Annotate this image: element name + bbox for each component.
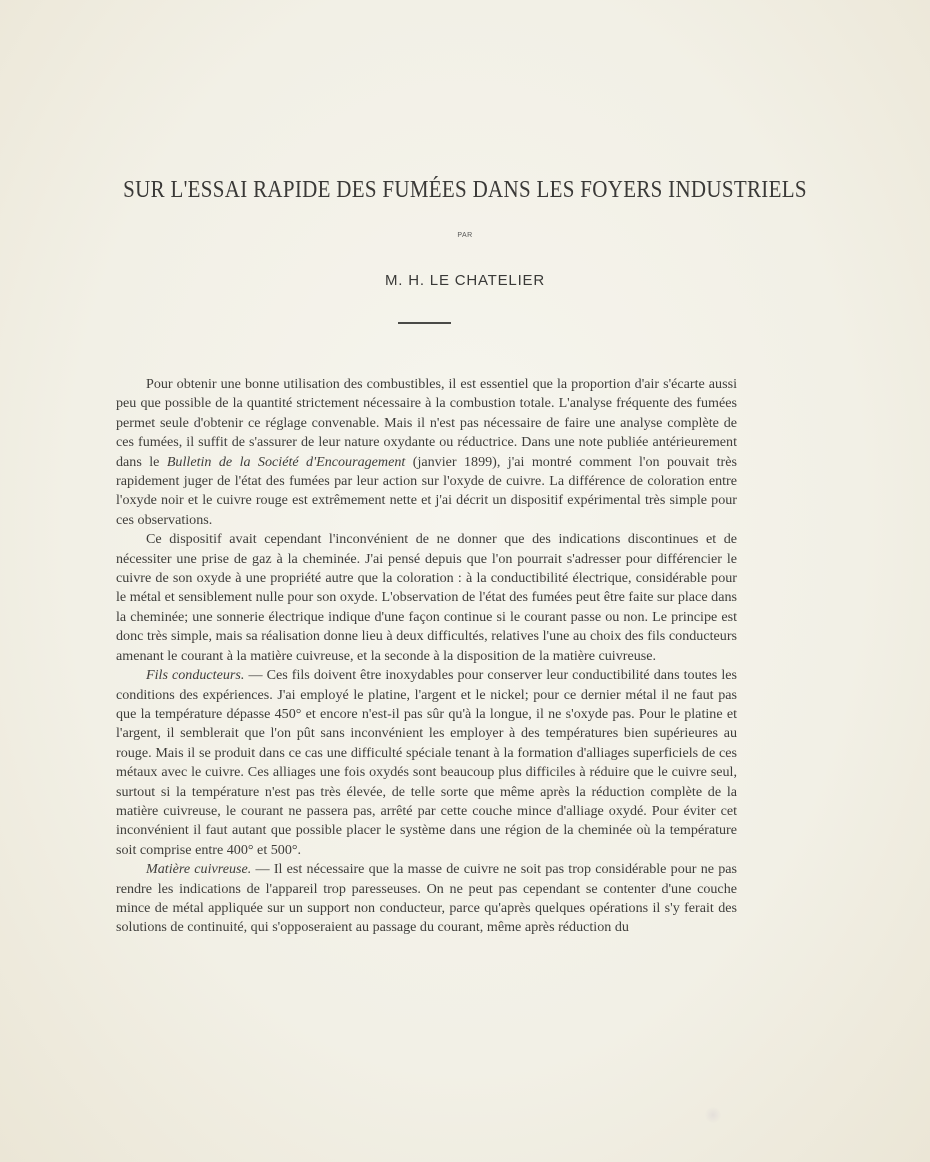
paragraph-text: — Il est nécessaire que la masse de cuivre ne soit pas trop considérable pour ne pas rendre les indications de l'appareil trop paresseuses. On ne peut pas cependant se contenter d'une couche mince de métal appliquée sur un support non conducteur, parce qu'après quelques opérations il s'y ferait des solutions de continuité, qui s'opposeraient au passage du courant, même après réduction du	[116, 861, 737, 936]
title-divider	[398, 322, 451, 324]
paragraph	[116, 666, 737, 860]
section-heading-matiere-cuivreuse: Matière cuivreuse.	[146, 861, 252, 878]
paper-smudge	[705, 1107, 721, 1123]
paragraph-text: Ce dispositif avait cependant l'inconvénient de ne donner que des indications discontinues et de nécessiter une prise de gaz à la cheminée. J'ai pensé depuis que l'on pourrait s'adresser pour différencier le cuivre de son oxyde à une propriété autre que la coloration : à la conductibilité électrique, considérable pour le métal et sensiblement nulle pour son oxyde. L'observation de l'état des fumées peut être faite sur place dans la cheminée; une sonnerie électrique indique d'une façon continue si le courant passe ou non. Le principe est donc très simple, mais sa réalisation donne lieu à deux difficultés, relatives l'une au choix des fils conducteurs amenant le courant à la matière cuivreuse, et la seconde à la disposition de la matière cuivreuse.	[116, 531, 737, 664]
paragraph-text: (janvier 1899), j'ai montré comment l'on pouvait très rapidement juger de l'état des fumées par leur action sur l'oxyde de cuivre. La différence de coloration entre l'oxyde noir et le cuivre rouge est extrêmement nette et j'ai décrit un dispositif expérimental très simple pour ces observations.	[116, 453, 737, 528]
byline-par: PAR	[457, 232, 473, 239]
article-title: SUR L'ESSAI RAPIDE DES FUMÉES DANS LES FOYERS INDUSTRIELS	[123, 175, 807, 203]
article-body	[116, 375, 737, 938]
paragraph-text: — Ces fils doivent être inoxydables pour conserver leur conductibilité dans toutes les conditions des expériences. J'ai employé le platine, l'argent et le nickel; pour ce dernier métal il ne faut pas que la température dépasse 450° et encore n'est-il pas sûr qu'à la longue, il ne s'oxyde pas. Pour le platine et l'argent, il semblerait que l'on pût sans inconvénient les employer à des températures bien supérieures au rouge. Mais il se produit dans ce cas une difficulté spéciale tenant à la formation d'alliages superficiels de ces métaux avec le cuivre. Ces alliages une fois oxydés sont beaucoup plus difficiles à réduire que le cuivre seul, surtout si la température n'est pas très élevée, de telle sorte que même après la réduction complète de la matière cuivreuse, le courant ne passera pas, arrêté par cette couche mince d'alliage oxydé. Pour éviter cet inconvénient il faut autant que possible placer le système dans une région de la cheminée où la température soit comprise entre 400° et 500°.	[116, 667, 737, 858]
journal-title: Bulletin de la Société d'Encouragement	[166, 453, 406, 470]
author-name: M. H. LE CHATELIER	[385, 272, 545, 289]
paragraph	[116, 375, 737, 530]
paragraph	[116, 860, 737, 938]
section-heading-fils-conducteurs: Fils conducteurs.	[146, 667, 245, 684]
paragraph	[116, 530, 737, 666]
paragraph-text: Pour obtenir une bonne utilisation des combustibles, il est essentiel que la proportion d'air s'écarte aussi peu que possible de la quantité strictement nécessaire à la combustion totale. L'analyse fréquente des fumées permet seule d'obtenir ce réglage convenable. Mais il n'est pas nécessaire de faire une analyse complète de ces fumées, il suffit de s'assurer de leur nature oxydante ou réductrice. Dans une note publiée antérieurement dans le	[116, 376, 737, 470]
